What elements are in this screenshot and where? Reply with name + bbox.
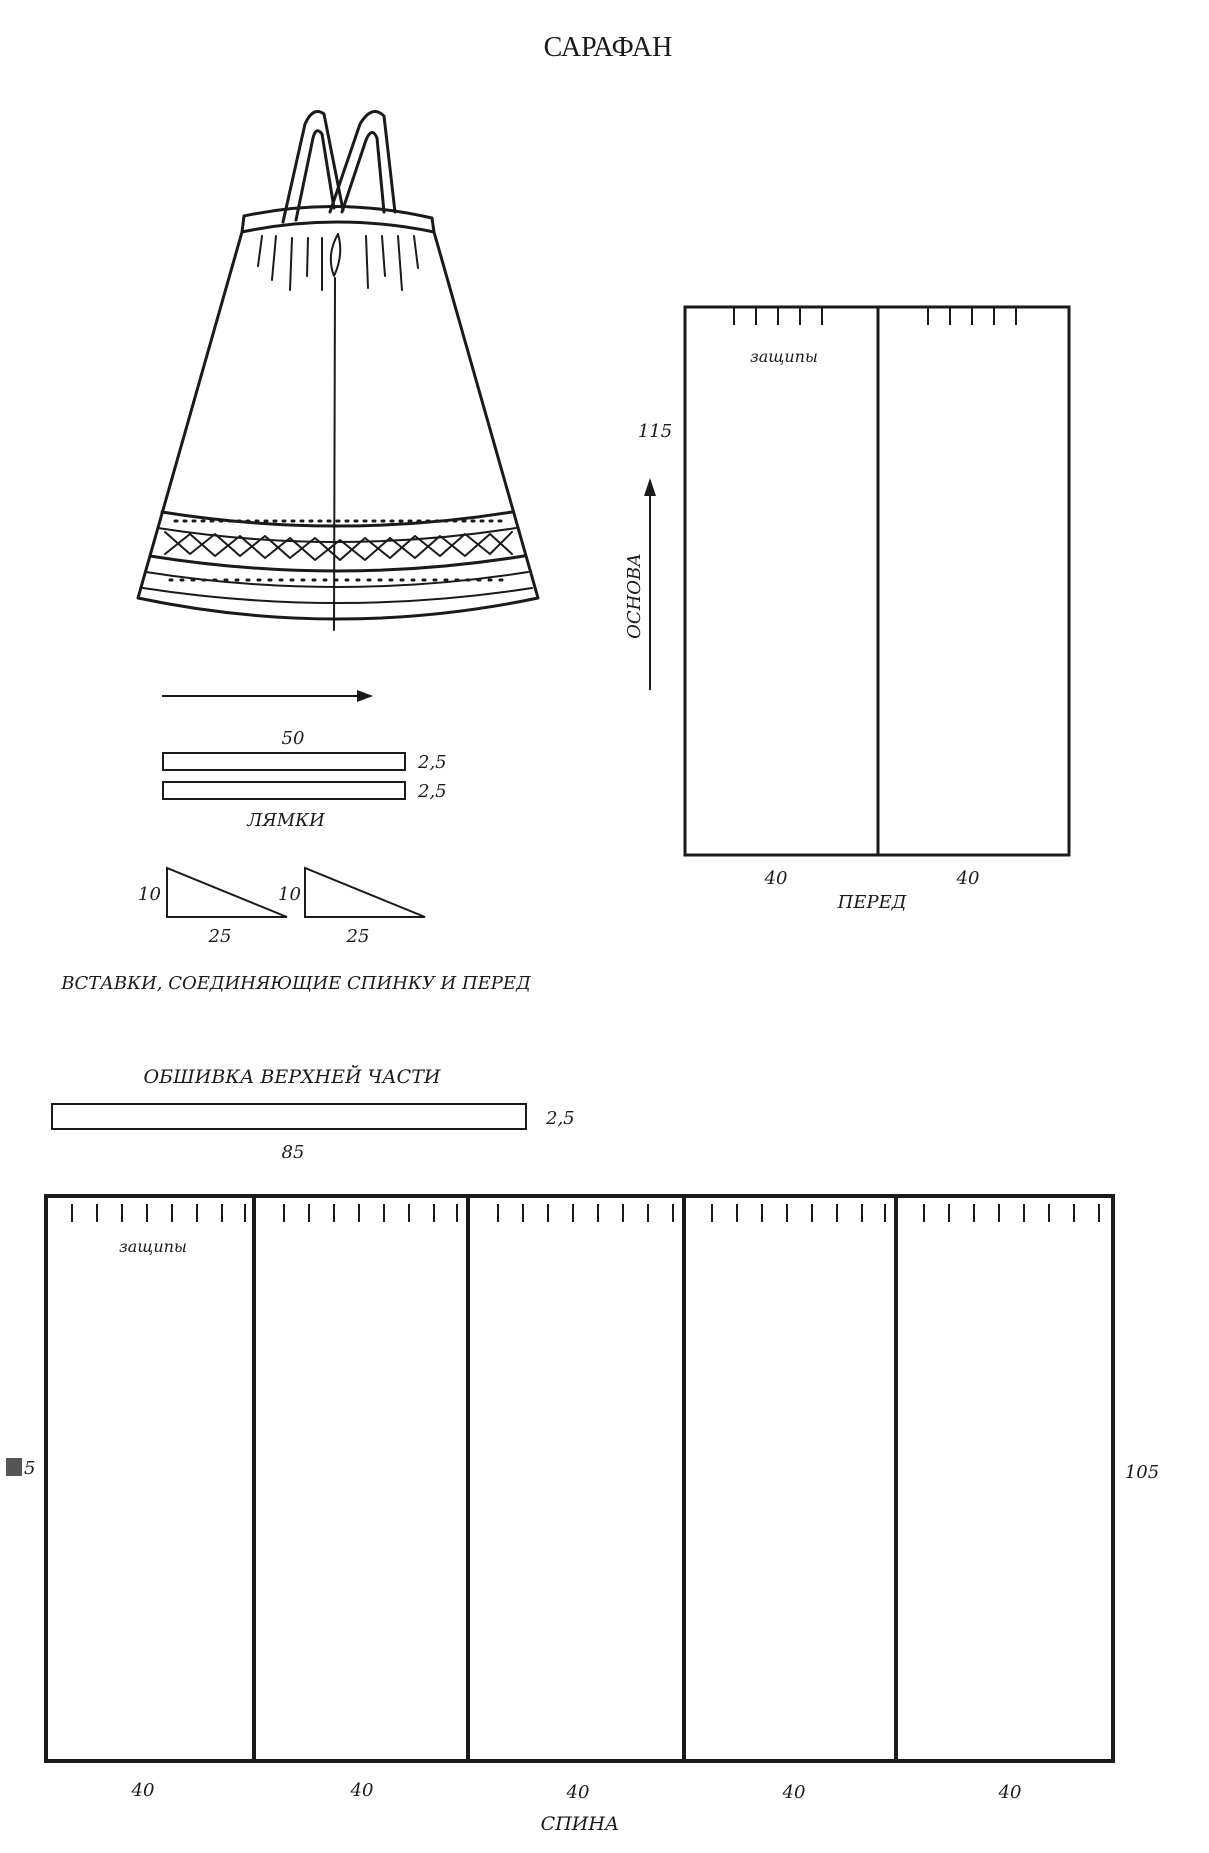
front-pleat-marks [734,307,1016,325]
back-height-label: 105 [1124,1462,1160,1483]
gusset-left-base-label: 25 [208,926,232,947]
back-pleat-marks [72,1204,1099,1222]
front-panel-group [638,307,1069,913]
gusset-right-height-label: 10 [278,884,301,905]
straps-group [163,728,447,831]
back-pleats-label: защипы [119,1237,187,1256]
back-left-edge-label: 5 [24,1458,36,1479]
gussets-group [60,868,531,994]
facing-width-label: 2,5 [546,1108,575,1129]
back-panel-outline [46,1196,1113,1761]
gusset-left [167,868,287,917]
front-width-left-label: 40 [764,868,788,889]
gusset-left-height-label: 10 [138,884,161,905]
back-width-label-3: 40 [566,1782,590,1803]
sarafan-illustration [138,112,538,631]
straps-caption: ЛЯМКИ [247,810,325,831]
front-height-label: 115 [637,421,673,442]
facing-length-label: 85 [281,1142,305,1163]
strap-piece-top [163,753,405,770]
strap-piece-bottom [163,782,405,799]
grain-arrow-vertical [624,478,656,690]
gusset-right-base-label: 25 [346,926,370,947]
back-width-label-2: 40 [350,1780,374,1801]
back-width-label-5: 40 [998,1782,1022,1803]
back-width-label-4: 40 [782,1782,806,1803]
facing-strip [52,1104,526,1129]
back-caption: СПИНА [540,1813,620,1835]
page-edge-mark [6,1458,22,1476]
front-width-right-label: 40 [956,868,980,889]
grain-label: ОСНОВА [624,553,645,639]
gussets-caption: ВСТАВКИ, СОЕДИНЯЮЩИЕ СПИНКУ И ПЕРЕД [61,973,531,994]
grain-arrow-horizontal [162,690,373,702]
back-panel-seams [254,1196,896,1761]
front-pleats-label: защипы [750,347,818,366]
page-title: САРАФАН [543,32,673,63]
strap-top-width-label: 2,5 [418,752,447,773]
front-caption: ПЕРЕД [837,892,907,913]
strap-bottom-width-label: 2,5 [418,781,447,802]
gusset-right [305,868,425,917]
back-panel-group [6,1196,1159,1835]
facing-caption: ОБШИВКА ВЕРХНЕЙ ЧАСТИ [143,1066,441,1088]
facing-group [52,1065,575,1163]
back-width-label-1: 40 [131,1780,155,1801]
strap-length-label: 50 [281,728,305,749]
